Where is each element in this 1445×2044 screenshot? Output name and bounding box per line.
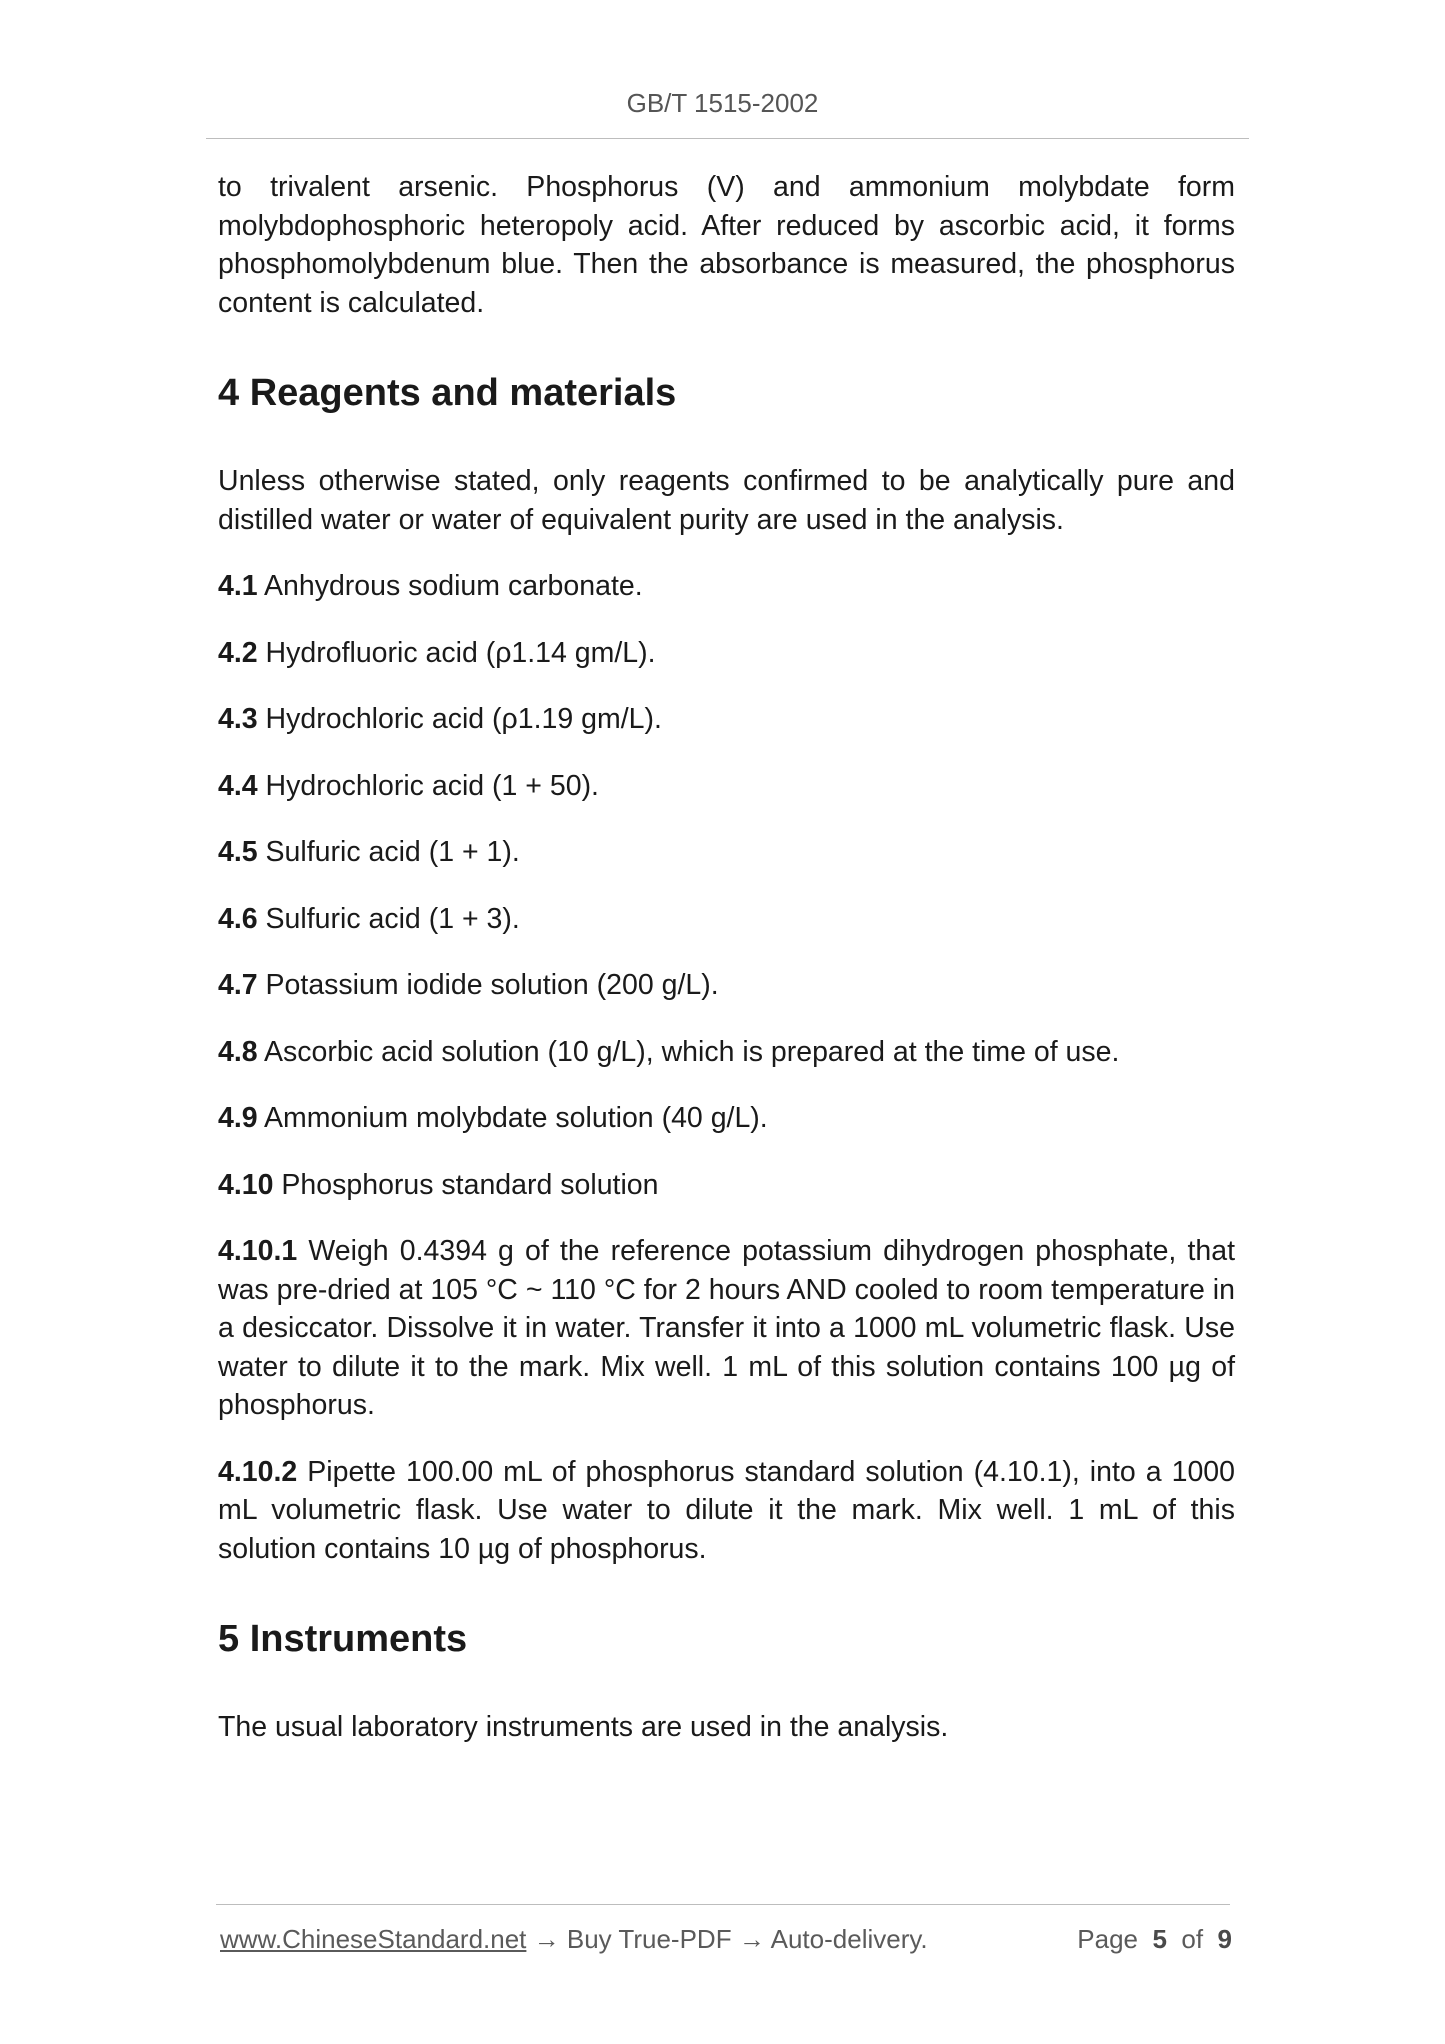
item-number: 4.3 xyxy=(218,703,258,735)
reagent-item xyxy=(218,634,1235,673)
reagent-item xyxy=(218,700,1235,739)
arrow-icon: → xyxy=(533,1924,560,1954)
item-text: Phosphorus standard solution xyxy=(281,1168,659,1201)
item-number: 4.8 xyxy=(218,1035,258,1068)
header-divider xyxy=(206,138,1249,139)
document-code: GB/T 1515-2002 xyxy=(626,88,819,118)
section-4-heading: 4 Reagents and materials xyxy=(218,372,677,414)
section-4-intro: Unless otherwise stated, only reagents confirmed to be analytically pure and distilled water or water of equivalent purity are used in the analysis. xyxy=(218,465,1235,536)
item-text: Anhydrous sodium carbonate. xyxy=(263,570,643,602)
item-number: 4.2 xyxy=(218,636,258,669)
intro-paragraph: to trivalent arsenic. Phosphorus (V) and ammonium molybdate form molybdophosphoric heteropoly acid. After reduced by ascorbic acid, it forms phosphomolybdenum blue. Then the absorbance is measured, the phosphorus content is calculated. xyxy=(218,171,1235,319)
of-word: of xyxy=(1181,1924,1204,1954)
page-total: 9 xyxy=(1217,1924,1232,1954)
item-number: 4.1 xyxy=(218,570,258,602)
reagent-item xyxy=(218,767,1235,806)
reagent-item xyxy=(218,1033,1235,1072)
item-text: Sulfuric acid (1 + 1). xyxy=(265,836,520,868)
reagent-item xyxy=(218,567,1235,606)
reagent-item xyxy=(218,833,1235,872)
item-text: Sulfuric acid (1 + 3). xyxy=(265,902,520,935)
item-number: 4.10.2 xyxy=(218,1455,298,1488)
page-current: 5 xyxy=(1152,1924,1167,1954)
item-text: Weigh 0.4394 g of the reference potassium dihydrogen phosphate, that was pre-dried at 105 °C ~ 110 °C for 2 hours AND cooled to room temperature in a desiccator. Dissolve it in water. Transfer it into a 1000 mL volumetric flask. Use water to dilute it to the mark. Mix well. 1 mL of this solution contains 100 µg of phosphorus. xyxy=(218,1235,1235,1421)
section-5-text: The usual laboratory instruments are used in the analysis. xyxy=(218,1711,949,1743)
footer-promo xyxy=(220,1922,928,1956)
item-number: 4.5 xyxy=(218,836,258,868)
item-text: Ammonium molybdate solution (40 g/L). xyxy=(263,1102,768,1134)
page-indicator xyxy=(1077,1922,1232,1956)
page-content xyxy=(218,168,1235,1747)
item-number: 4.4 xyxy=(218,769,258,802)
item-text: Pipette 100.00 mL of phosphorus standard solution (4.10.1), into a 1000 mL volumetric flask. Use water to dilute it the mark. Mix well. 1 mL of this solution contains 10 µg of phosphorus. xyxy=(218,1455,1235,1565)
item-number: 4.10 xyxy=(218,1168,274,1201)
reagent-item xyxy=(218,966,1235,1005)
website-link[interactable]: www.ChineseStandard.net xyxy=(220,1924,527,1954)
item-text: Hydrofluoric acid (ρ1.14 gm/L). xyxy=(265,636,656,669)
reagent-item xyxy=(218,900,1235,939)
item-text: Ascorbic acid solution (10 g/L), which is prepared at the time of use. xyxy=(263,1035,1120,1068)
item-number: 4.7 xyxy=(218,969,258,1001)
reagent-item xyxy=(218,1232,1235,1425)
buy-label: Buy True-PDF xyxy=(566,1924,732,1954)
item-number: 4.9 xyxy=(218,1102,258,1134)
page-header xyxy=(0,88,1445,119)
item-number: 4.10.1 xyxy=(218,1235,298,1267)
item-text: Hydrochloric acid (ρ1.19 gm/L). xyxy=(265,703,662,735)
reagent-item xyxy=(218,1099,1235,1138)
item-text: Hydrochloric acid (1 + 50). xyxy=(265,769,599,802)
arrow-icon: → xyxy=(738,1924,765,1954)
reagent-item xyxy=(218,1166,1235,1205)
section-5-heading: 5 Instruments xyxy=(218,1618,468,1660)
item-number: 4.6 xyxy=(218,902,258,935)
item-text: Potassium iodide solution (200 g/L). xyxy=(265,969,719,1001)
delivery-label: Auto-delivery. xyxy=(770,1924,928,1954)
reagent-item xyxy=(218,1453,1235,1569)
footer-divider xyxy=(216,1904,1230,1905)
page-word: Page xyxy=(1077,1924,1139,1954)
